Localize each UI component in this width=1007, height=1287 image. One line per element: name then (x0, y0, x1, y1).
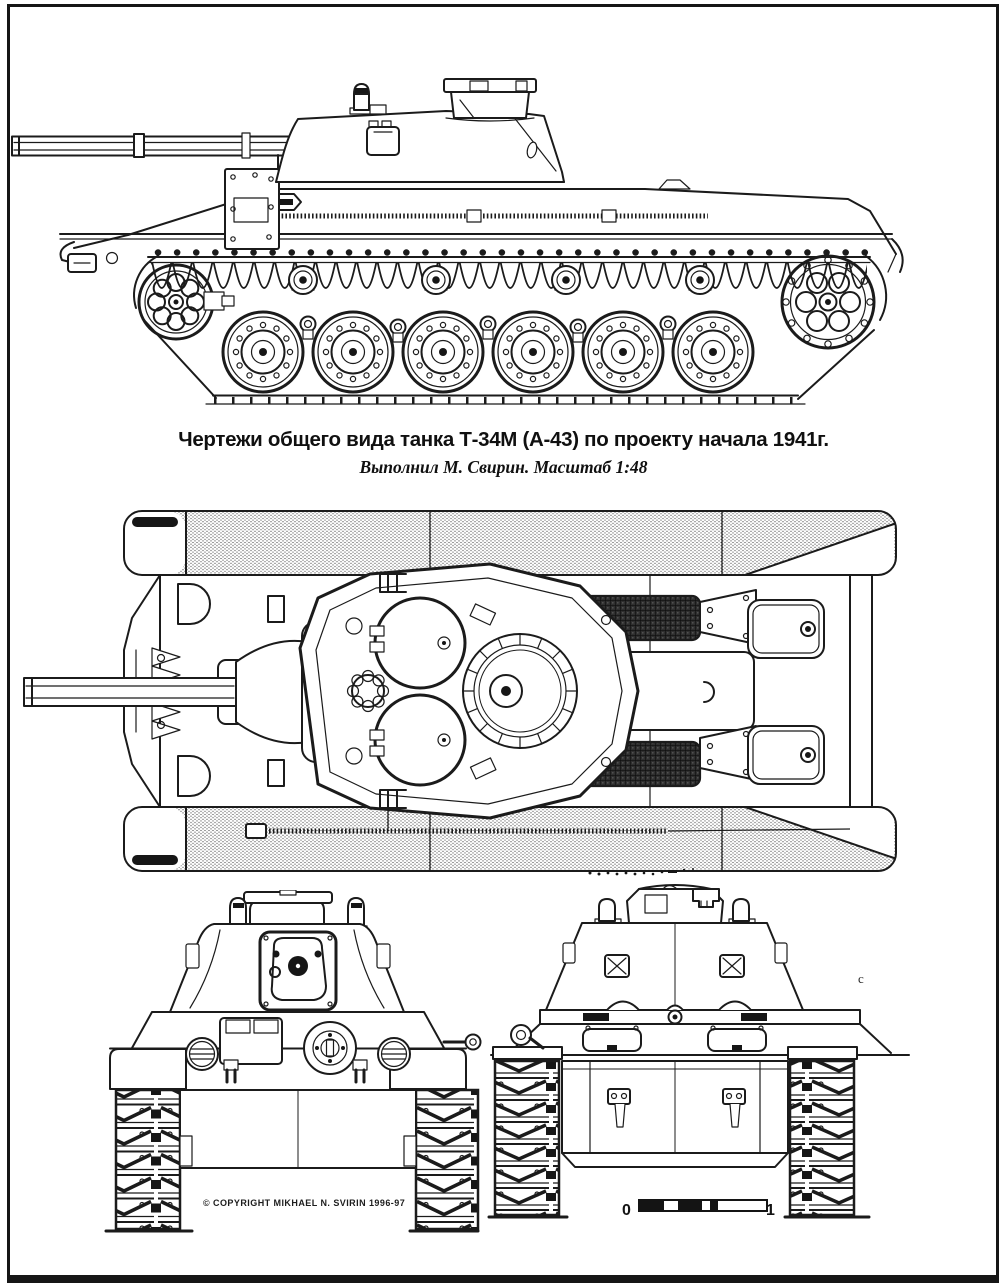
scale-segment (664, 1201, 678, 1210)
caption-subtitle: Выполнил М. Свирин. Масштаб 1:48 (359, 457, 648, 477)
scale-bar-label-start: 0 (622, 1202, 631, 1219)
mantlet-front (260, 932, 336, 1010)
stray-scan-mark: c (858, 971, 864, 986)
scale-segment (718, 1201, 766, 1210)
copyright-notice: © COPYRIGHT MIKHAEL N. SVIRIN 1996-97 (203, 1198, 406, 1208)
scale-bar-label-end: 1 (766, 1202, 775, 1219)
side-view-drawing (8, 58, 998, 416)
scale-bar (616, 1193, 786, 1223)
commander-cupola-side (444, 79, 536, 121)
gun-barrel (12, 133, 290, 169)
top-view-drawing (20, 500, 970, 882)
caption-title: Чертежи общего вида танка Т-34М (А-43) по проекту начала 1941г. (178, 428, 829, 451)
track-band-top (124, 511, 896, 575)
gun-crutch-bracket (225, 169, 279, 249)
front-view-drawing (92, 890, 484, 1242)
scale-segment (640, 1201, 664, 1210)
rear-view-drawing (487, 877, 917, 1242)
scale-segment (710, 1201, 718, 1210)
hull-side (60, 180, 903, 272)
scale-segment (678, 1201, 702, 1210)
track-upper-run (148, 253, 870, 299)
scale-segment (702, 1201, 710, 1210)
turret-plan (300, 564, 638, 818)
turret-rear (546, 885, 803, 1010)
track-band-bottom (124, 807, 896, 871)
scale-bar-rule (638, 1199, 768, 1212)
